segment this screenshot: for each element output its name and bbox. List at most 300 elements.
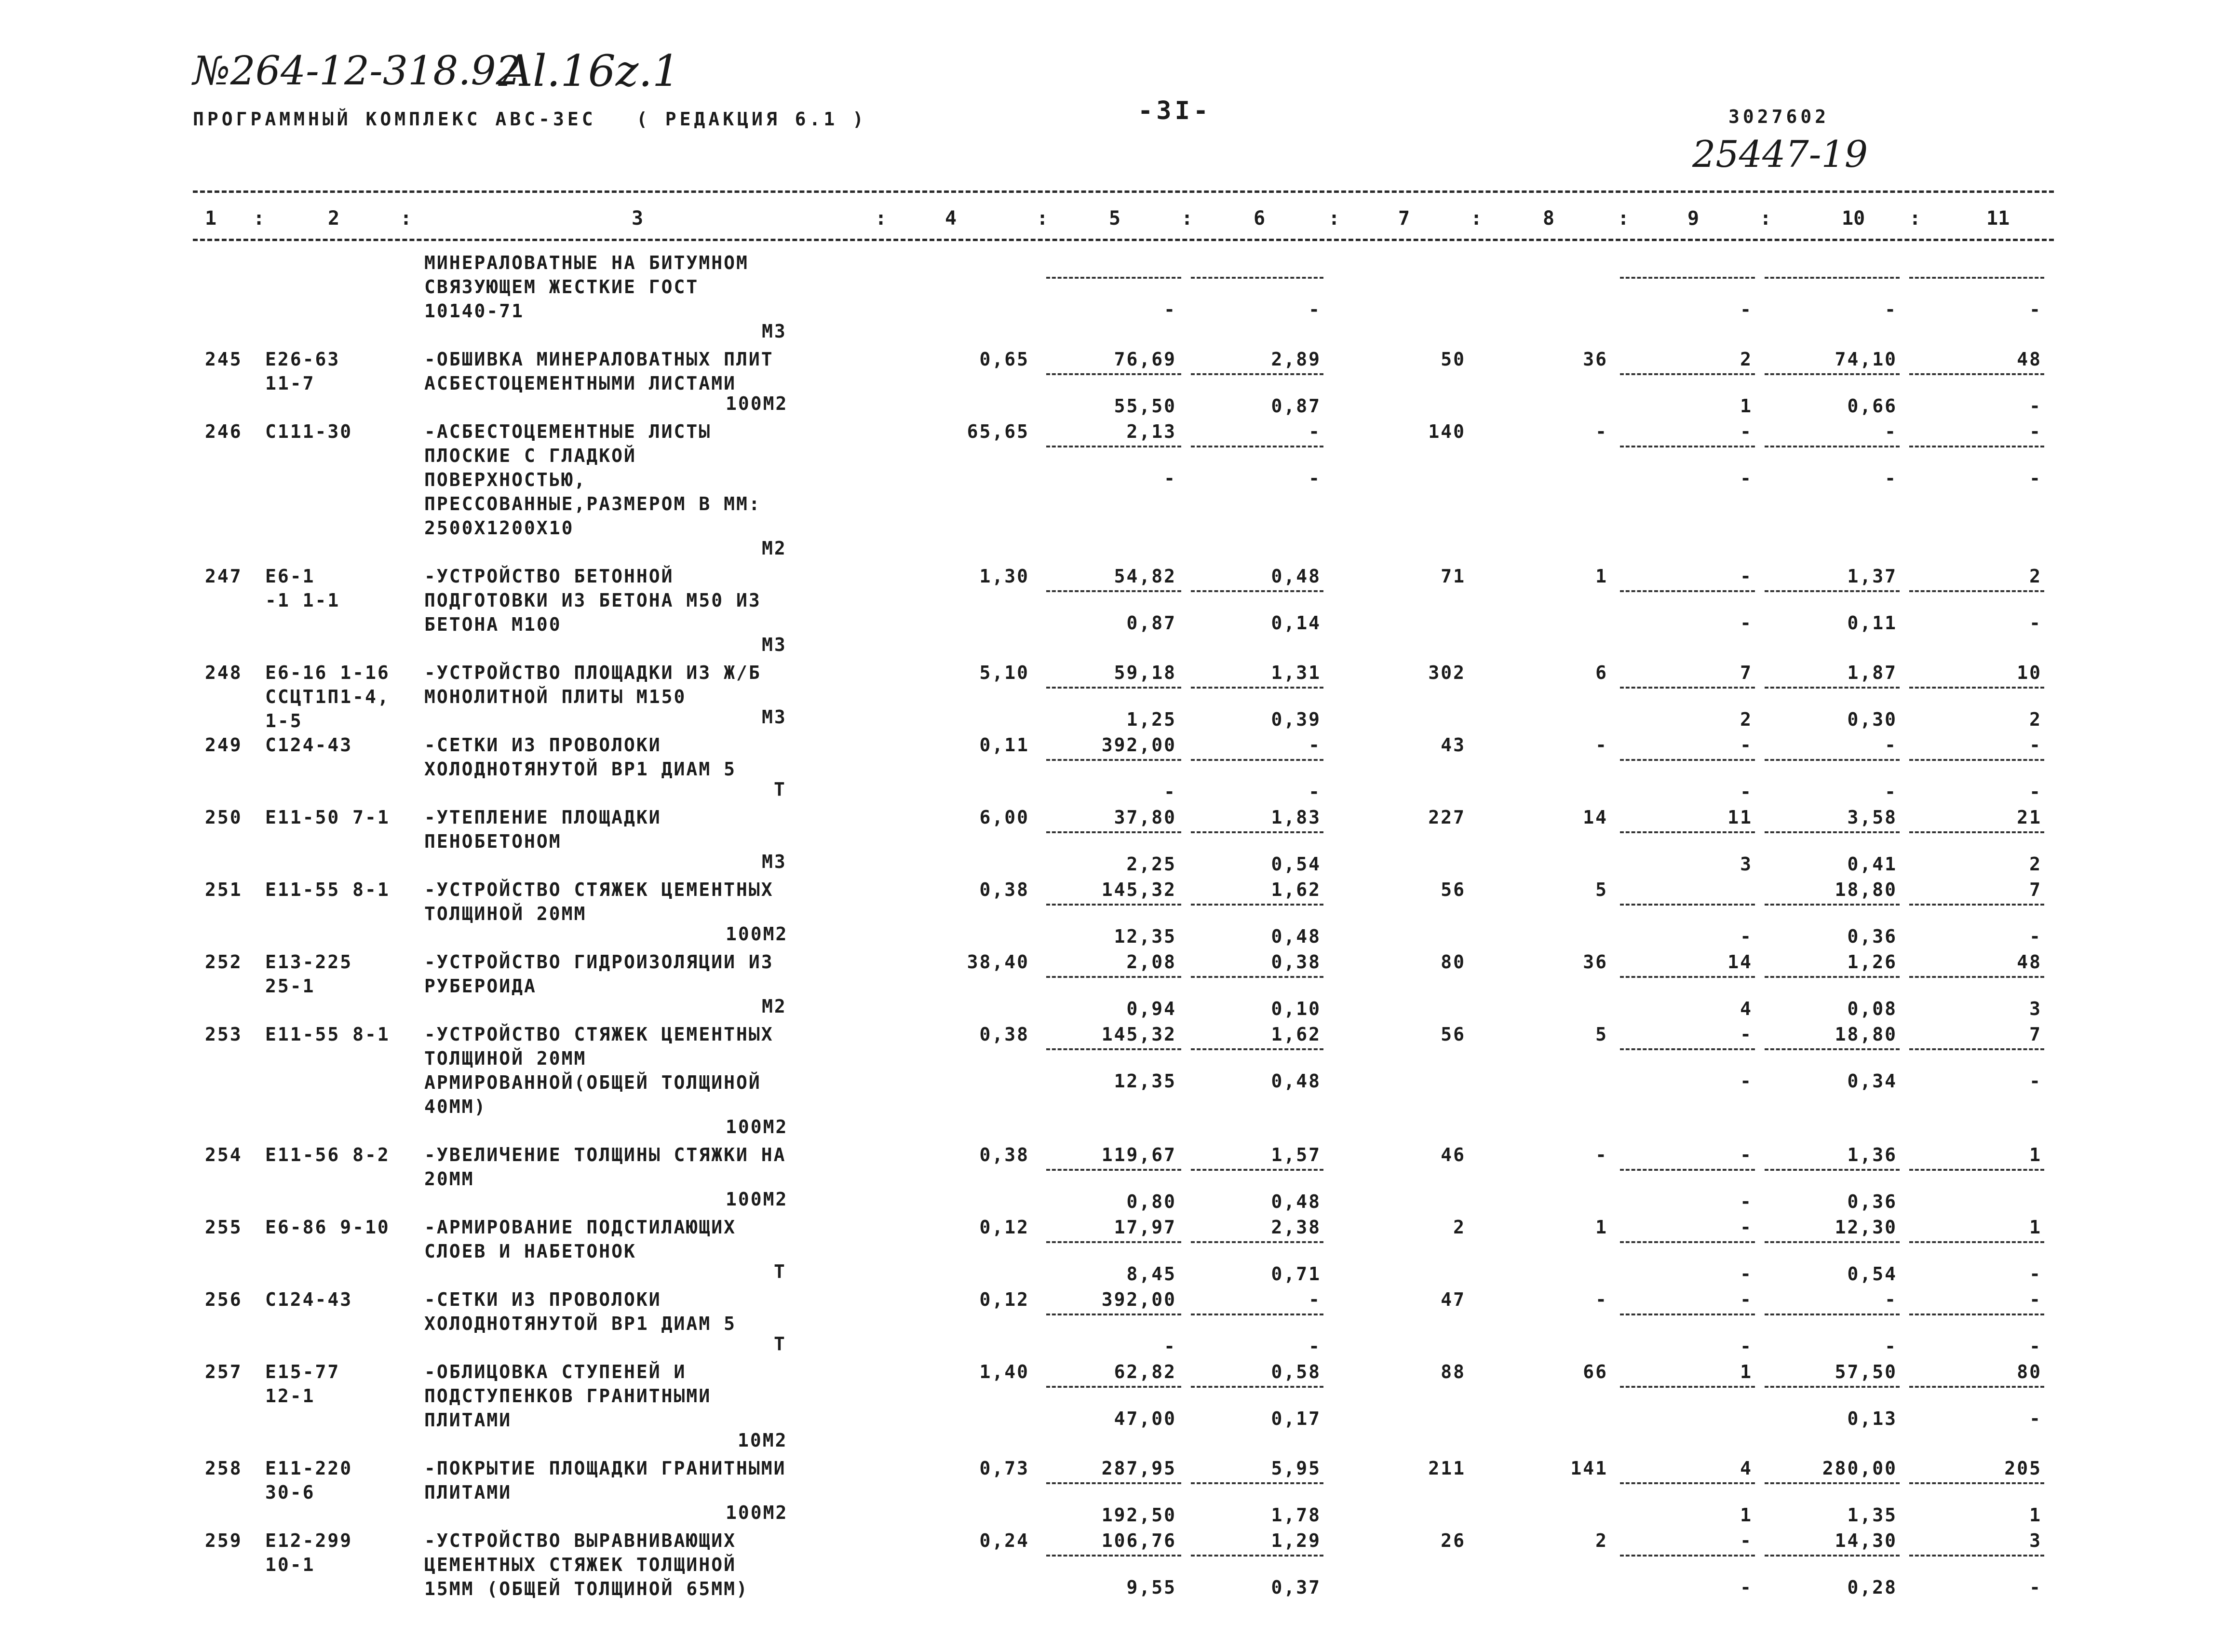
work-description-line: -УСТРОЙСТВО СТЯЖЕК ЦЕМЕНТНЫХ [424,879,774,900]
column-separator: : [1760,207,1772,230]
row-number: 253 [205,1024,243,1045]
value-c6: - [1309,421,1321,442]
value-c9: - [1740,566,1753,587]
row-number: 259 [205,1530,243,1551]
separator-dash [1191,1169,1323,1171]
value-c9: - [1740,1530,1753,1551]
row-number: 249 [205,734,243,756]
value-c9b: 1 [1740,395,1753,417]
separator-dash [1620,1482,1755,1484]
rate-code: Е6-16 1-16 [265,662,390,683]
separator-dash [1620,446,1755,447]
value-c11: 7 [2029,879,2042,900]
work-description-line: ПЕНОБЕТОНОМ [424,831,562,852]
separator-dash [1191,1482,1323,1484]
value-c11b: - [2029,468,2042,489]
value-c5b: 55,50 [1114,395,1176,417]
column-separator: : [1618,207,1630,230]
value-c6: - [1309,734,1321,756]
separator-dash [1765,1386,1900,1388]
value-c9: 14 [1727,951,1753,973]
work-description-line: -ОБЛИЦОВКА СТУПЕНЕЙ И [424,1361,687,1382]
separator-dash [1909,687,2044,689]
separator-dash [1191,976,1323,978]
rate-code: 30-6 [265,1482,315,1503]
value-c4: 0,73 [979,1458,1029,1479]
row-number: 245 [205,349,243,370]
work-description-line: ЦЕМЕНТНЫХ СТЯЖЕК ТОЛЩИНОЙ [424,1554,736,1575]
value-c6b: 0,48 [1271,1191,1321,1212]
value-c6: 0,38 [1271,951,1321,973]
value-c10b: 0,36 [1847,1191,1897,1212]
value-c10: - [1885,1289,1897,1310]
separator-dash [1909,590,2044,592]
work-description-line: ПЛОСКИЕ С ГЛАДКОЙ [424,445,636,466]
row-number: 246 [205,421,243,442]
value-c11: 7 [2029,1024,2042,1045]
work-description-line: -СЕТКИ ИЗ ПРОВОЛОКИ [424,1289,661,1310]
value-c6b: - [1309,1336,1321,1357]
value-c9b: 3 [1740,853,1753,875]
value-c4: 1,30 [979,566,1029,587]
value-c8: - [1595,1289,1608,1310]
separator-dash [1620,590,1755,592]
value-c9: 7 [1740,662,1753,683]
unit-of-measure: 100М2 [726,1116,788,1137]
column-separator: : [400,207,412,230]
value-c8: 1 [1595,566,1608,587]
value-c10b: 0,36 [1847,926,1897,947]
value-c5: 106,76 [1101,1530,1176,1551]
value-c8: 36 [1583,951,1608,973]
rate-code: С124-43 [265,734,353,756]
value-c5: 145,32 [1101,879,1176,900]
work-description-line: ТОЛЩИНОЙ 20ММ [424,1048,587,1069]
work-description-line: 2500Х1200Х10 [424,517,574,539]
value-c10b: 0,34 [1847,1070,1897,1092]
separator-dash [1909,976,2044,978]
unit-of-measure: 100М2 [726,923,788,945]
separator-dash [1620,831,1755,833]
row-number: 247 [205,566,243,587]
value-c4: 0,12 [979,1217,1029,1238]
page-number: -3I- [1138,96,1212,125]
value-c11b: 3 [2029,998,2042,1019]
row-number: 258 [205,1458,243,1479]
column-number-9: 9 [1687,207,1700,230]
value-c7: 56 [1441,879,1466,900]
separator-dash [1765,976,1900,978]
value-c10: 1,87 [1847,662,1897,683]
value-c6b: 1,78 [1271,1504,1321,1526]
value-c11: 80 [2017,1361,2042,1382]
value-c7: 46 [1441,1144,1466,1165]
unit-of-measure: Т [774,779,786,800]
separator-dash [1765,1555,1900,1557]
value-c6: 2,38 [1271,1217,1321,1238]
value-c11: 1 [2029,1217,2042,1238]
value-c6: 0,48 [1271,566,1321,587]
value-c9: - [1740,1217,1753,1238]
separator-dash [1191,1241,1323,1243]
separator-dash [1191,1386,1323,1388]
separator-dash [1765,759,1900,761]
rate-code: 11-7 [265,373,315,394]
column-number-1: 1 [205,207,217,230]
separator-dash [1620,904,1755,906]
separator-dash [1765,687,1900,689]
rate-code: ССЦТ1П1-4, [265,686,390,707]
column-number-11: 11 [1986,207,2010,230]
handwritten-inventory-number: 25447-19 [1692,133,1868,176]
value-c4: 1,40 [979,1361,1029,1382]
value-c10: 1,26 [1847,951,1897,973]
value-c9: 11 [1727,807,1753,828]
value-c8: - [1595,734,1608,756]
separator-dash [1765,590,1900,592]
value-c6: 1,29 [1271,1530,1321,1551]
value-c8: 14 [1583,807,1608,828]
value-c5b: - [1164,468,1176,489]
value-c5b: 9,55 [1126,1577,1176,1598]
value-c8: 5 [1595,1024,1608,1045]
separator-dash [1909,373,2044,375]
separator-dash [1191,373,1323,375]
edition-label: ( РЕДАКЦИЯ 6.1 ) [636,108,867,130]
value-c9: 4 [1740,1458,1753,1479]
work-description-line: ПОВЕРХНОСТЬЮ, [424,469,587,490]
work-description-line: ПОДСТУПЕНКОВ ГРАНИТНЫМИ [424,1385,712,1407]
work-description-line: -АРМИРОВАНИЕ ПОДСТИЛАЮЩИХ [424,1217,736,1238]
work-description-line: 10140-71 [424,300,525,322]
value-c7: 26 [1441,1530,1466,1551]
value-c11: 2 [2029,566,2042,587]
work-description-line: ХОЛОДНОТЯНУТОЙ ВР1 ДИАМ 5 [424,1313,736,1334]
separator-dash [1765,1482,1900,1484]
value-c9b: - [1740,1263,1753,1285]
column-separator: : [1909,207,1921,230]
separator-dash [1046,1313,1181,1315]
separator-dash [1765,1313,1900,1315]
value-c6: 2,89 [1271,349,1321,370]
value-c7: 140 [1428,421,1466,442]
value-c4: 65,65 [967,421,1029,442]
value-c7: 71 [1441,566,1466,587]
separator-dash [1765,904,1900,906]
value-c11b: - [2029,395,2042,417]
value-c10b: - [1885,468,1897,489]
value-c11b: 2 [2029,709,2042,730]
unit-of-measure: М3 [762,851,787,872]
separator-dash [1909,446,2044,447]
value-c11: 21 [2017,807,2042,828]
value-c5b: 0,80 [1126,1191,1176,1212]
value-c7: 88 [1441,1361,1466,1382]
value-c5b: 192,50 [1101,1504,1176,1526]
separator-dash [1909,904,2044,906]
value-c5: 119,67 [1101,1144,1176,1165]
rate-code: 10-1 [265,1554,315,1575]
value-c11b: - [2029,612,2042,634]
value-c9b: 4 [1740,998,1753,1019]
value-c5b: 12,35 [1114,1070,1176,1092]
value-c5b: 8,45 [1126,1263,1176,1285]
value-c9b: - [1740,1577,1753,1598]
separator-dash [1765,1241,1900,1243]
separator-dash [1046,1482,1181,1484]
value-c8: 5 [1595,879,1608,900]
value-c5: 392,00 [1101,1289,1176,1310]
separator-dash [1046,759,1181,761]
column-number-2: 2 [328,207,340,230]
separator-dash [1909,1313,2044,1315]
work-description-line: ПЛИТАМИ [424,1409,512,1431]
separator-dash [1046,1048,1181,1050]
value-c10: 18,80 [1835,879,1897,900]
value-c11: 3 [2029,1530,2042,1551]
value-c5b: - [1164,781,1176,802]
value-c5b: 47,00 [1114,1408,1176,1429]
value-c10: 12,30 [1835,1217,1897,1238]
column-separator: : [253,207,265,230]
work-description-line: 20ММ [424,1168,474,1190]
rate-code: Е11-220 [265,1458,353,1479]
value-c4: 0,38 [979,1144,1029,1165]
separator-dash [1191,277,1323,279]
unit-of-measure: М3 [762,706,787,728]
separator-dash [1620,1169,1755,1171]
value-c10b: 0,28 [1847,1577,1897,1598]
value-c5b: 1,25 [1126,709,1176,730]
value-c6b: 0,48 [1271,1070,1321,1092]
work-description-line: МОНОЛИТНОЙ ПЛИТЫ М150 [424,686,687,707]
value-c10b: - [1885,781,1897,802]
value-c7: 227 [1428,807,1466,828]
value-c11b: - [2029,781,2042,802]
value-c6: 0,58 [1271,1361,1321,1382]
value-c11b: - [2029,1408,2042,1429]
separator-dash [1191,687,1323,689]
column-number-7: 7 [1398,207,1410,230]
value-c11: 10 [2017,662,2042,683]
column-separator: : [1328,207,1340,230]
unit-of-measure: М2 [762,996,787,1017]
work-description-line: 40ММ) [424,1096,487,1117]
separator-dash [1191,446,1323,447]
separator-dash [1765,1048,1900,1050]
value-c6b: - [1309,781,1321,802]
work-description-line: -УСТРОЙСТВО ГИДРОИЗОЛЯЦИИ ИЗ [424,951,774,973]
work-description-line: БЕТОНА М100 [424,614,562,635]
value-c5b: 2,25 [1126,853,1176,875]
value-c10b: 0,13 [1847,1408,1897,1429]
work-description-line: -УВЕЛИЧЕНИЕ ТОЛЩИНЫ СТЯЖКИ НА [424,1144,786,1165]
separator-dash [1046,976,1181,978]
value-c5b: 0,87 [1126,612,1176,634]
rate-code: Е15-77 [265,1361,340,1382]
separator-dash [1191,1313,1323,1315]
value-c4: 0,38 [979,1024,1029,1045]
column-separator: : [1037,207,1049,230]
rate-code: Е26-63 [265,349,340,370]
value-c10: 14,30 [1835,1530,1897,1551]
separator-dash [1909,1386,2044,1388]
separator-dash [1620,1241,1755,1243]
separator-dash [1620,373,1755,375]
work-description-line: -ПОКРЫТИЕ ПЛОЩАДКИ ГРАНИТНЫМИ [424,1458,786,1479]
separator-dash [1620,976,1755,978]
value-c6b: 0,48 [1271,926,1321,947]
value-c4: 0,12 [979,1289,1029,1310]
separator-dash [1765,446,1900,447]
value-c6b: 0,39 [1271,709,1321,730]
value-c4: 0,38 [979,879,1029,900]
separator-dash [1909,1555,2044,1557]
work-description-line: -СЕТКИ ИЗ ПРОВОЛОКИ [424,734,661,756]
separator-dash [1191,759,1323,761]
row-number: 255 [205,1217,243,1238]
program-name: ПРОГРАММНЫЙ КОМПЛЕКС АВС-3ЕС [193,108,596,130]
value-c5: 2,13 [1126,421,1176,442]
value-c10: 1,36 [1847,1144,1897,1165]
column-number-6: 6 [1254,207,1266,230]
unit-of-measure: 100М2 [726,393,788,414]
unit-of-measure: 10М2 [738,1430,788,1451]
separator-dash [1620,277,1755,279]
work-description-line: ПОДГОТОВКИ ИЗ БЕТОНА М50 ИЗ [424,590,761,611]
value-c10b: 0,41 [1847,853,1897,875]
rate-code: Е11-56 8-2 [265,1144,390,1165]
value-c5: 2,08 [1126,951,1176,973]
value-c9b: - [1740,1336,1753,1357]
value-c11: - [2029,421,2042,442]
work-description-line: ТОЛЩИНОЙ 20ММ [424,903,587,924]
value-c9: - [1740,421,1753,442]
value-c6: 1,83 [1271,807,1321,828]
row-number: 250 [205,807,243,828]
unit-of-measure: Т [774,1261,786,1282]
value-c5: 145,32 [1101,1024,1176,1045]
value-c10: 280,00 [1822,1458,1897,1479]
separator-dash [1909,759,2044,761]
value-c9: 2 [1740,349,1753,370]
value-c5: 59,18 [1114,662,1176,683]
value-c10: 57,50 [1835,1361,1897,1382]
rate-code: Е11-55 8-1 [265,879,390,900]
value-c4: 5,10 [979,662,1029,683]
value-c10b: 0,11 [1847,612,1897,634]
value-c10: - [1885,421,1897,442]
value-c7: 50 [1441,349,1466,370]
value-c8: - [1595,1144,1608,1165]
value-c6b: - [1309,299,1321,320]
column-number-5: 5 [1109,207,1121,230]
value-c4: 0,24 [979,1530,1029,1551]
value-c8: 6 [1595,662,1608,683]
rate-code: Е11-50 7-1 [265,807,390,828]
value-c11b: 2 [2029,853,2042,875]
value-c7: 43 [1441,734,1466,756]
separator-dash [1046,1169,1181,1171]
value-c6: 5,95 [1271,1458,1321,1479]
value-c10b: 0,30 [1847,709,1897,730]
separator-dash [1909,831,2044,833]
separator-dash [1909,1169,2044,1171]
value-c11b: - [2029,926,2042,947]
value-c11: 1 [2029,1144,2042,1165]
column-separator: : [1471,207,1483,230]
value-c5b: 0,94 [1126,998,1176,1019]
value-c10b: 1,35 [1847,1504,1897,1526]
column-separator: : [875,207,887,230]
work-description-line: РУБЕРОИДА [424,975,537,997]
separator-dash [1046,1241,1181,1243]
work-description-line: 15ММ (ОБЩЕЙ ТОЛЩИНОЙ 65ММ) [424,1578,749,1599]
value-c6: 1,31 [1271,662,1321,683]
separator-dash [1046,687,1181,689]
rate-code: Е13-225 [265,951,353,973]
value-c11b: 1 [2029,1504,2042,1526]
separator-dash [1046,277,1181,279]
value-c10b: - [1885,299,1897,320]
value-c5: 17,97 [1114,1217,1176,1238]
value-c5b: - [1164,1336,1176,1357]
separator-dash [1620,687,1755,689]
document-code: 3027602 [1728,106,1830,127]
column-number-4: 4 [945,207,957,230]
value-c9b: - [1740,1070,1753,1092]
value-c5b: 12,35 [1114,926,1176,947]
separator-dash [1620,1048,1755,1050]
unit-of-measure: Т [774,1333,786,1354]
value-c8: 36 [1583,349,1608,370]
value-c5: 37,80 [1114,807,1176,828]
separator-dash [1191,831,1323,833]
work-description-line: АСБЕСТОЦЕМЕНТНЫМИ ЛИСТАМИ [424,373,736,394]
value-c11: - [2029,1289,2042,1310]
value-c5: 392,00 [1101,734,1176,756]
separator-dash [1191,1555,1323,1557]
value-c7: 56 [1441,1024,1466,1045]
work-description-line: АРМИРОВАННОЙ(ОБЩЕЙ ТОЛЩИНОЙ [424,1072,761,1093]
row-number: 254 [205,1144,243,1165]
value-c10: 1,37 [1847,566,1897,587]
value-c11b: - [2029,1263,2042,1285]
value-c7: 47 [1441,1289,1466,1310]
value-c5: 287,95 [1101,1458,1176,1479]
value-c4: 38,40 [967,951,1029,973]
value-c4: 0,11 [979,734,1029,756]
column-number-10: 10 [1842,207,1865,230]
separator-dash [1620,1555,1755,1557]
value-c9b: - [1740,1191,1753,1212]
value-c10: 3,58 [1847,807,1897,828]
separator-dash [1191,590,1323,592]
value-c7: 211 [1428,1458,1466,1479]
value-c4: 0,65 [979,349,1029,370]
value-c9b: - [1740,612,1753,634]
work-description-line: -УСТРОЙСТВО ПЛОЩАДКИ ИЗ Ж/Б [424,662,761,683]
value-c6b: - [1309,468,1321,489]
value-c6b: 0,14 [1271,612,1321,634]
separator-dash [1046,831,1181,833]
value-c9b: - [1740,468,1753,489]
value-c11: 205 [2004,1458,2042,1479]
value-c6b: 0,10 [1271,998,1321,1019]
separator-dash [1046,590,1181,592]
value-c11b: - [2029,1070,2042,1092]
rate-code: Е6-1 [265,566,315,587]
